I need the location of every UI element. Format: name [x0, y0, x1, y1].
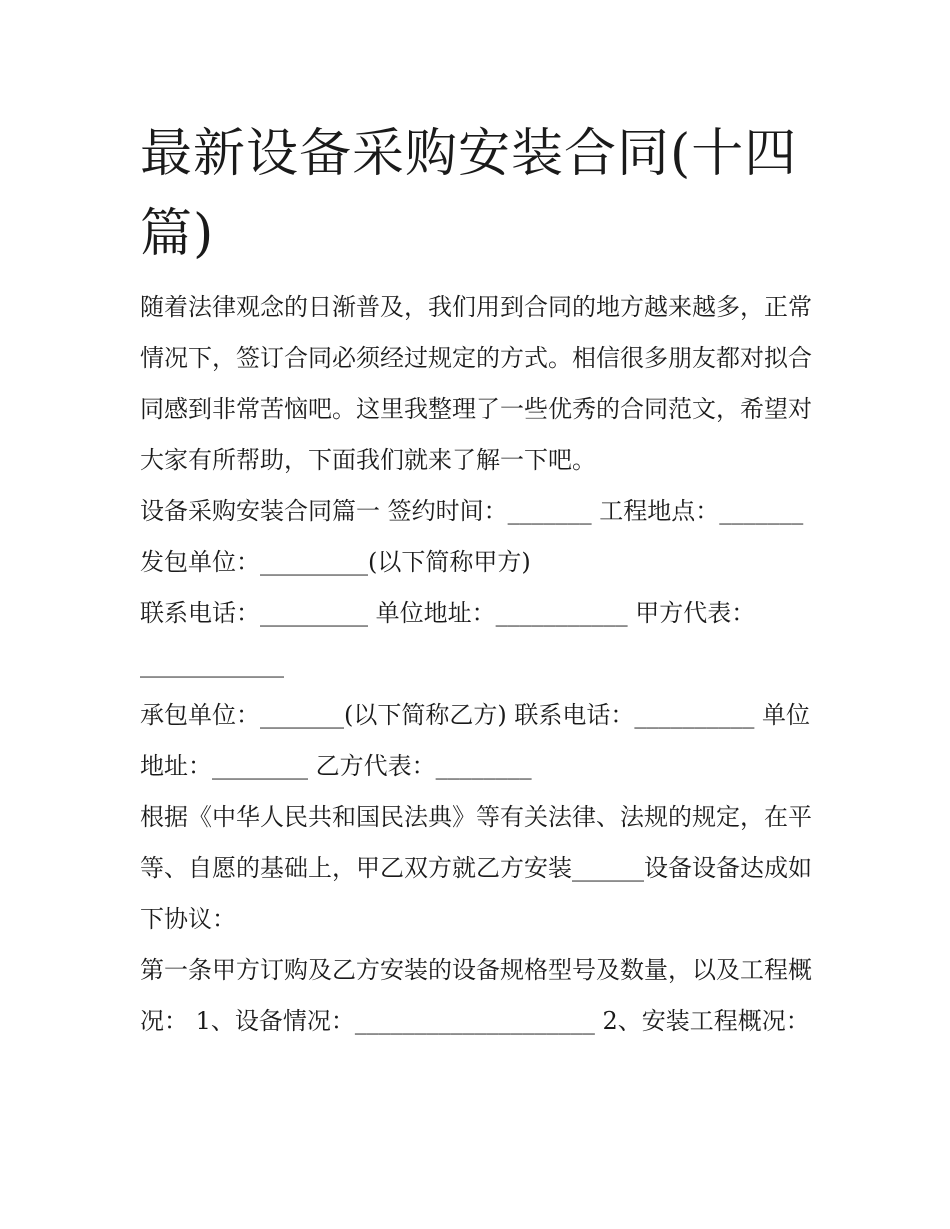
party-b-paragraph: 承包单位：_______(以下简称乙方) 联系电话：__________ 单位地址：________ 乙方代表：________ [140, 701, 810, 780]
document-title: 最新设备采购安装合同(十四篇) [140, 124, 798, 264]
article-one-paragraph: 第一条甲方订购及乙方安装的设备规格型号及数量，以及工程概况： 1、设备情况：____________________ 2、安装工程概况： [140, 956, 812, 1035]
contract-header-paragraph: 设备采购安装合同篇一 签约时间：_______ 工程地点：_______ 发包单位：_________(以下简称甲方) [140, 497, 804, 576]
intro-paragraph: 随着法律观念的日渐普及，我们用到合同的地方越来越多，正常情况下，签订合同必须经过规定的方式。相信很多朋友都对拟合同感到非常苦恼吧。这里我整理了一些优秀的合同范文，希望对大家有所帮助，下面我们就来了解一下吧。 [140, 293, 812, 474]
party-a-contact-paragraph: 联系电话：_________ 单位地址：___________ 甲方代表：____________ [140, 599, 756, 678]
document-body [140, 282, 820, 1047]
legal-basis-paragraph: 根据《中华人民共和国民法典》等有关法律、法规的规定，在平等、自愿的基础上，甲乙双方就乙方安装______设备设备达成如下协议： [140, 803, 812, 933]
